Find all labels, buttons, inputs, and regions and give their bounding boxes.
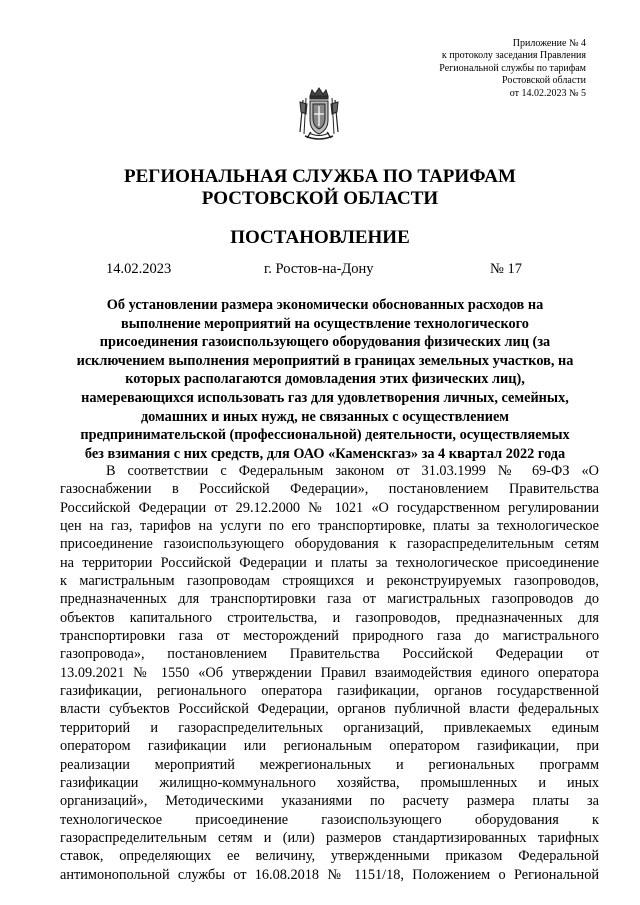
body-line: газификации жилищно-коммунального хозяйства, промышленных и иных bbox=[60, 774, 599, 791]
appendix-line: Ростовской области bbox=[502, 75, 586, 87]
organization-name bbox=[0, 166, 640, 210]
body-line: объектов капитального строительства, и газопроводов, предназначенных для bbox=[60, 609, 599, 626]
body-line: газопровода», постановлением Правительства Российской Федерации от bbox=[60, 646, 599, 663]
subject-line: которых располагаются домовладения этих физических лиц), bbox=[125, 371, 525, 388]
body-line: газификации, регионального оператора газификации, органов государственной bbox=[60, 683, 599, 700]
body-line: присоединение газоиспользующего оборудования к газораспределительным сетям bbox=[60, 536, 599, 553]
body-line: организаций», Методическими указаниями по расчету размера платы за bbox=[60, 793, 599, 810]
body-line: 13.09.2021 № 1550 «Об утверждении Правил взаимодействия единого оператора bbox=[60, 664, 599, 681]
appendix-line: Региональной службы по тарифам bbox=[439, 62, 586, 74]
subject-line: Об установлении размера экономически обоснованных расходов на bbox=[106, 297, 544, 313]
body-line: предназначенных для транспортировки газа от магистральных газопроводов до bbox=[60, 591, 599, 608]
body-line: к магистральным газопроводам строящихся и реконструируемых газопроводов, bbox=[60, 573, 599, 590]
body-line: технологическое присоединение газоиспользующего оборудования к bbox=[60, 811, 599, 828]
organization-line-1: РЕГИОНАЛЬНАЯ СЛУЖБА ПО ТАРИФАМ bbox=[124, 166, 516, 187]
subject-line: намеревающихся использовать газ для удовлетворения личных, семейных, bbox=[81, 389, 569, 406]
document-date: 14.02.2023 bbox=[106, 261, 172, 277]
subject-line: предпринимательской (профессиональной) деятельности, осуществляемых bbox=[80, 427, 570, 444]
rostov-oblast-coat-of-arms-icon bbox=[297, 86, 341, 142]
body-line: газораспределительным сетям и (или) размеров стандартизированных тарифных bbox=[60, 829, 599, 846]
body-line: территорий и газораспределительных организаций, привлекаемых единым bbox=[60, 719, 599, 736]
body-line: оператором газификации или региональным оператором газификации, при bbox=[60, 738, 599, 755]
body-line: реализации мероприятий межрегиональных и региональных программ bbox=[60, 756, 599, 773]
appendix-line: к протоколу заседания Правления bbox=[441, 50, 586, 62]
body-paragraph bbox=[60, 462, 599, 884]
subject-line: присоединения газоиспользующего оборудования физических лиц (за bbox=[99, 334, 551, 351]
appendix-note bbox=[439, 38, 586, 100]
document-subject bbox=[60, 296, 590, 463]
body-line: ставок, определяющих ее величину, утвержденными приказом Федеральной bbox=[60, 848, 599, 865]
body-line: В соответствии с Федеральным законом от 31.03.1999 № 69-ФЗ «О bbox=[106, 463, 599, 479]
body-line: цен на газ, тарифов на услуги по его транспортировке, платы за технологическое bbox=[60, 518, 599, 535]
appendix-line: Приложение № 4 bbox=[512, 38, 586, 49]
subject-line: домашних и иных нужд, не связанных с осуществлением bbox=[140, 408, 510, 425]
body-line: антимонопольной службы от 16.08.2018 № 1151/18, Положением о Региональной bbox=[60, 866, 599, 883]
document-number: № 17 bbox=[490, 261, 522, 277]
document-city: г. Ростов-на-Дону bbox=[264, 261, 374, 277]
subject-line: без взимания с них средств, для ОАО «Каменскгаз» за 4 квартал 2022 года bbox=[84, 445, 566, 462]
body-line: на территории Российской Федерации и платы за технологическое присоединение bbox=[60, 554, 599, 571]
subject-line: исключением выполнения мероприятий в границах земельных участков, на bbox=[76, 352, 574, 369]
appendix-line: от 14.02.2023 № 5 bbox=[509, 87, 586, 99]
body-line: газоснабжении в Российской Федерации», постановлением Правительства bbox=[60, 481, 599, 498]
body-line: транспортировки газа от месторождений природного газа до магистрального bbox=[60, 628, 599, 645]
body-line: Российской Федерации от 29.12.2000 № 1021 «О государственном регулировании bbox=[60, 499, 599, 516]
subject-line: выполнение мероприятий на осуществление технологического bbox=[121, 315, 529, 332]
organization-line-2: РОСТОВСКОЙ ОБЛАСТИ bbox=[201, 188, 439, 209]
body-line: власти субъектов Российской Федерации, органов публичной власти федеральных bbox=[60, 701, 599, 718]
document-type-title: ПОСТАНОВЛЕНИЕ bbox=[230, 227, 410, 248]
